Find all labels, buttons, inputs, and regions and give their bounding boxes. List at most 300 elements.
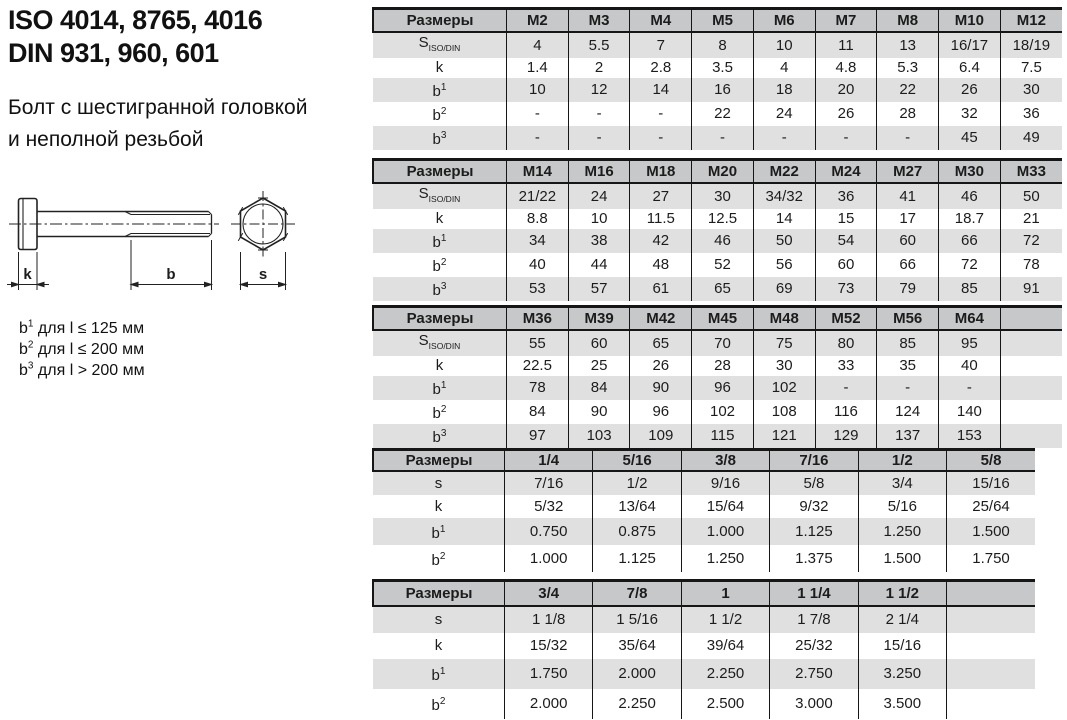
table-cell: [947, 606, 1035, 633]
table-cell: -: [630, 102, 692, 126]
table-cell: 60: [877, 229, 939, 253]
column-header: 7/16: [770, 450, 858, 472]
table-cell: 65: [630, 330, 692, 356]
table-cell: 5/16: [858, 495, 946, 518]
bolt-technical-drawing: [5, 188, 335, 300]
row-label: k: [435, 210, 444, 227]
table-cell: -: [507, 102, 569, 126]
table-cell: [947, 689, 1035, 719]
table-row: [373, 518, 1035, 545]
table-row: [373, 253, 1062, 277]
column-header: M33: [1000, 160, 1062, 184]
table-cell: 116: [815, 400, 877, 424]
table-cell: 14: [630, 78, 692, 102]
table-cell: 1.250: [858, 518, 946, 545]
table-cell: 109: [630, 424, 692, 448]
table-cell: 40: [939, 356, 1001, 376]
k-arrow-right: [37, 282, 44, 286]
row-label: $b^3$: [373, 126, 507, 150]
table-cell: 20: [815, 78, 877, 102]
subtitle-line-2: и неполной резьбой: [8, 128, 204, 151]
table-cell: 34/32: [753, 183, 815, 209]
row-label: $S_{ISO/DIN}$: [373, 330, 507, 356]
table-cell: 26: [815, 102, 877, 126]
table-header-sizes: Размеры: [373, 307, 507, 331]
column-header: 5/16: [593, 450, 681, 472]
dimension-table-metric-m36-m64: [372, 305, 1062, 448]
table-cell: 13/64: [593, 495, 681, 518]
column-header: M56: [877, 307, 939, 331]
column-header: M45: [692, 307, 754, 331]
table-cell: 2.250: [681, 659, 769, 689]
table-cell: 34: [507, 229, 569, 253]
table-cell: 1.125: [593, 545, 681, 572]
table-cell: [1000, 400, 1062, 424]
table-cell: 85: [877, 330, 939, 356]
column-header: [947, 581, 1035, 607]
note-b2: [19, 339, 145, 360]
row-label: $b^1$: [373, 518, 505, 545]
table-cell: 137: [877, 424, 939, 448]
table-cell: -: [815, 126, 877, 150]
table-cell: 1/2: [593, 471, 681, 495]
row-label: $b^3$: [373, 424, 507, 448]
table-cell: 45: [939, 126, 1001, 150]
column-header: M3: [568, 9, 630, 33]
table-cell: 2.500: [681, 689, 769, 719]
table-cell: 108: [753, 400, 815, 424]
iso-standards-line: ISO 4014, 8765, 4016: [8, 5, 263, 35]
s-arrow-right: [279, 282, 286, 286]
table-cell: -: [692, 126, 754, 150]
table-cell: 72: [1000, 229, 1062, 253]
table-cell: 97: [507, 424, 569, 448]
table-cell: 1.000: [681, 518, 769, 545]
table-cell: 10: [753, 32, 815, 58]
table-cell: [1000, 376, 1062, 400]
table-row: [373, 424, 1062, 448]
table-cell: 102: [753, 376, 815, 400]
table-row: [373, 356, 1062, 376]
table-cell: -: [877, 376, 939, 400]
table-cell: 25/64: [947, 495, 1035, 518]
table-cell: 72: [939, 253, 1001, 277]
table-cell: 1.750: [505, 659, 593, 689]
table-cell: 41: [877, 183, 939, 209]
column-header: M30: [939, 160, 1001, 184]
note-symbol: b: [19, 320, 28, 337]
table-cell: 15/32: [505, 633, 593, 659]
table-cell: 1 5/16: [593, 606, 681, 633]
note-superscript: 2: [27, 339, 34, 351]
table-cell: 1.750: [947, 545, 1035, 572]
document-subtitle: [8, 92, 307, 156]
table-cell: 102: [692, 400, 754, 424]
row-label: $b^2$: [431, 551, 446, 569]
note-superscript: 1: [27, 318, 34, 330]
table-cell: 140: [939, 400, 1001, 424]
column-header: 1 1/4: [770, 581, 858, 607]
table-cell: 115: [692, 424, 754, 448]
table-cell: 18.7: [939, 209, 1001, 229]
table-header-sizes: Размеры: [373, 9, 507, 33]
table-cell: 73: [815, 277, 877, 301]
length-notes: [19, 318, 145, 381]
table-cell: 10: [507, 78, 569, 102]
table-header-row: [373, 9, 1062, 33]
column-header: M12: [1000, 9, 1062, 33]
note-symbol: b: [19, 362, 28, 379]
note-symbol: b: [19, 341, 28, 358]
table-cell: 75: [753, 330, 815, 356]
table-cell: 129: [815, 424, 877, 448]
table-cell: 8.8: [507, 209, 569, 229]
column-header: M7: [815, 9, 877, 33]
table-cell: 2.750: [770, 659, 858, 689]
note-text: для l ≤ 125 мм: [33, 320, 145, 337]
column-header: M10: [939, 9, 1001, 33]
column-header: M52: [815, 307, 877, 331]
column-header: 1: [681, 581, 769, 607]
row-label: $b^1$: [373, 78, 507, 102]
k-arrow-left: [12, 282, 19, 286]
table-cell: 22: [877, 78, 939, 102]
table-cell: 21/22: [507, 183, 569, 209]
table-cell: 0.750: [505, 518, 593, 545]
table-cell: 66: [939, 229, 1001, 253]
table-row: [373, 330, 1062, 356]
table-cell: 15/64: [681, 495, 769, 518]
table-row: [373, 376, 1062, 400]
table-cell: 1.250: [681, 545, 769, 572]
table-cell: 5.5: [568, 32, 630, 58]
table-cell: 69: [753, 277, 815, 301]
table-cell: 96: [692, 376, 754, 400]
table-cell: 25/32: [770, 633, 858, 659]
row-label: k: [434, 498, 443, 515]
table-cell: 1 7/8: [770, 606, 858, 633]
table-cell: 84: [507, 400, 569, 424]
table-cell: 84: [568, 376, 630, 400]
table-cell: 79: [877, 277, 939, 301]
table-cell: 2: [568, 58, 630, 78]
table-cell: 12: [568, 78, 630, 102]
row-label: $b^1$: [373, 659, 505, 689]
table-cell: 3/4: [858, 471, 946, 495]
table-cell: 46: [939, 183, 1001, 209]
row-label: $b^1$: [373, 376, 507, 400]
table-row: [373, 545, 1035, 572]
table-cell: 61: [630, 277, 692, 301]
table-cell: 65: [692, 277, 754, 301]
column-header: M2: [507, 9, 569, 33]
table-cell: 2 1/4: [858, 606, 946, 633]
table-cell: 49: [1000, 126, 1062, 150]
row-label: k: [435, 59, 444, 76]
table-cell: 2.000: [505, 689, 593, 719]
table-row: [373, 209, 1062, 229]
dimension-table-metric-m2-m12: [372, 7, 1062, 150]
table-cell: 30: [1000, 78, 1062, 102]
bolt-end-view: [231, 191, 295, 257]
row-label: $b^2$: [432, 106, 447, 124]
dimension-table-metric-m14-m33: [372, 158, 1062, 301]
table-header-row: [373, 160, 1062, 184]
dim-label-b: b: [166, 266, 176, 283]
table-cell: 2.000: [593, 659, 681, 689]
table-cell: 46: [692, 229, 754, 253]
table-cell: 1 1/2: [681, 606, 769, 633]
note-b3: [19, 360, 145, 381]
table-cell: 17: [877, 209, 939, 229]
table-row: [373, 689, 1035, 719]
row-label: $S_{ISO/DIN}$: [373, 183, 507, 209]
b-arrow-left: [131, 282, 138, 286]
column-header: 1/2: [858, 450, 946, 472]
column-header: [1000, 307, 1062, 331]
table-cell: 8: [692, 32, 754, 58]
table-cell: 24: [753, 102, 815, 126]
note-b1: [19, 318, 145, 339]
dim-label-s: s: [258, 266, 268, 283]
table-row: [373, 277, 1062, 301]
dim-label-k: k: [23, 266, 32, 283]
table-cell: 28: [877, 102, 939, 126]
table-cell: 1.375: [770, 545, 858, 572]
table-cell: 5/32: [505, 495, 593, 518]
table-cell: 22.5: [507, 356, 569, 376]
table-cell: -: [815, 376, 877, 400]
table-cell: 50: [1000, 183, 1062, 209]
table-cell: 7: [630, 32, 692, 58]
table-cell: 1.500: [858, 545, 946, 572]
table-cell: 153: [939, 424, 1001, 448]
table-cell: 22: [692, 102, 754, 126]
table-cell: 18: [753, 78, 815, 102]
dimension-table-imperial-quarter-to-fiveeighths: [372, 448, 1035, 572]
column-header: M27: [877, 160, 939, 184]
table-cell: 4: [507, 32, 569, 58]
column-header: M39: [568, 307, 630, 331]
table-cell: 21: [1000, 209, 1062, 229]
table-cell: 27: [630, 183, 692, 209]
note-superscript: 3: [27, 360, 34, 372]
table-cell: 38: [568, 229, 630, 253]
table-cell: 15/16: [858, 633, 946, 659]
table-cell: 10: [568, 209, 630, 229]
table-cell: -: [630, 126, 692, 150]
table-cell: -: [939, 376, 1001, 400]
row-label: $b^2$: [431, 696, 446, 714]
table-cell: 24: [568, 183, 630, 209]
table-cell: 2.250: [593, 689, 681, 719]
table-cell: 5/8: [770, 471, 858, 495]
column-header: M8: [877, 9, 939, 33]
table-cell: 1.125: [770, 518, 858, 545]
table-cell: 28: [692, 356, 754, 376]
row-label: k: [435, 357, 444, 374]
table-cell: 1 1/8: [505, 606, 593, 633]
table-cell: 121: [753, 424, 815, 448]
table-cell: 80: [815, 330, 877, 356]
table-cell: 50: [753, 229, 815, 253]
table-row: [373, 633, 1035, 659]
table-cell: 70: [692, 330, 754, 356]
column-header: M20: [692, 160, 754, 184]
table-cell: 60: [815, 253, 877, 277]
table-cell: [1000, 356, 1062, 376]
table-cell: 5.3: [877, 58, 939, 78]
row-label: s: [373, 471, 505, 495]
column-header: 3/4: [505, 581, 593, 607]
table-cell: 3.000: [770, 689, 858, 719]
row-label: k: [434, 637, 443, 654]
table-cell: 1.000: [505, 545, 593, 572]
table-cell: 1.500: [947, 518, 1035, 545]
table-cell: 36: [1000, 102, 1062, 126]
column-header: M4: [630, 9, 692, 33]
bolt-side-view: [9, 199, 219, 250]
table-cell: 1.4: [507, 58, 569, 78]
table-header-row: [373, 450, 1035, 472]
table-cell: 35: [877, 356, 939, 376]
table-cell: -: [568, 126, 630, 150]
s-arrow-left: [241, 282, 248, 286]
column-header: M36: [507, 307, 569, 331]
table-cell: 4: [753, 58, 815, 78]
table-row: [373, 183, 1062, 209]
table-cell: 11.5: [630, 209, 692, 229]
column-header: M18: [630, 160, 692, 184]
column-header: 7/8: [593, 581, 681, 607]
row-label: $S_{ISO/DIN}$: [373, 32, 507, 58]
table-cell: 14: [753, 209, 815, 229]
table-cell: 15/16: [947, 471, 1035, 495]
table-cell: 11: [815, 32, 877, 58]
row-label: $b^2$: [432, 257, 447, 275]
table-cell: 85: [939, 277, 1001, 301]
table-cell: 48: [630, 253, 692, 277]
table-row: [373, 32, 1062, 58]
table-row: [373, 78, 1062, 102]
table-cell: 32: [939, 102, 1001, 126]
table-cell: -: [877, 126, 939, 150]
row-label: $b^2$: [432, 404, 447, 422]
table-cell: [947, 633, 1035, 659]
table-cell: 30: [692, 183, 754, 209]
table-header-row: [373, 307, 1062, 331]
column-header: 5/8: [947, 450, 1035, 472]
dimension-table-imperial-threequarters-to-oneandhalf: [372, 579, 1035, 719]
table-cell: 18/19: [1000, 32, 1062, 58]
table-cell: 57: [568, 277, 630, 301]
table-cell: 90: [568, 400, 630, 424]
table-row: [373, 102, 1062, 126]
table-cell: 25: [568, 356, 630, 376]
column-header: 1 1/2: [858, 581, 946, 607]
table-cell: 36: [815, 183, 877, 209]
table-row: [373, 229, 1062, 253]
table-cell: 3.250: [858, 659, 946, 689]
row-label: s: [373, 606, 505, 633]
table-cell: 2.8: [630, 58, 692, 78]
table-cell: 103: [568, 424, 630, 448]
table-cell: 26: [939, 78, 1001, 102]
column-header: M24: [815, 160, 877, 184]
row-label: $b^3$: [373, 277, 507, 301]
table-row: [373, 471, 1035, 495]
column-header: M48: [753, 307, 815, 331]
table-cell: 78: [1000, 253, 1062, 277]
table-cell: 35/64: [593, 633, 681, 659]
column-header: 3/8: [681, 450, 769, 472]
table-cell: 124: [877, 400, 939, 424]
table-cell: 78: [507, 376, 569, 400]
table-row: [373, 126, 1062, 150]
table-cell: 44: [568, 253, 630, 277]
table-cell: 6.4: [939, 58, 1001, 78]
table-cell: 54: [815, 229, 877, 253]
column-header: M42: [630, 307, 692, 331]
document-title: [8, 4, 262, 70]
table-cell: 55: [507, 330, 569, 356]
din-standards-line: DIN 931, 960, 601: [8, 38, 219, 68]
table-cell: 96: [630, 400, 692, 424]
table-cell: [1000, 330, 1062, 356]
table-row: [373, 659, 1035, 689]
table-cell: 7.5: [1000, 58, 1062, 78]
table-cell: 90: [630, 376, 692, 400]
table-cell: [1000, 424, 1062, 448]
table-cell: 40: [507, 253, 569, 277]
table-row: [373, 495, 1035, 518]
table-row: [373, 400, 1062, 424]
table-cell: 60: [568, 330, 630, 356]
table-cell: 66: [877, 253, 939, 277]
table-header-row: [373, 581, 1035, 607]
column-header: M14: [507, 160, 569, 184]
table-cell: 4.8: [815, 58, 877, 78]
table-cell: 56: [753, 253, 815, 277]
table-cell: -: [507, 126, 569, 150]
table-cell: 30: [753, 356, 815, 376]
table-cell: 42: [630, 229, 692, 253]
table-cell: 9/32: [770, 495, 858, 518]
table-cell: 9/16: [681, 471, 769, 495]
table-cell: 52: [692, 253, 754, 277]
table-header-sizes: Размеры: [373, 450, 505, 472]
table-cell: 16: [692, 78, 754, 102]
table-cell: 95: [939, 330, 1001, 356]
table-cell: 53: [507, 277, 569, 301]
table-cell: -: [753, 126, 815, 150]
note-text: для l > 200 мм: [33, 362, 145, 379]
column-header: M64: [939, 307, 1001, 331]
table-cell: 7/16: [505, 471, 593, 495]
row-label: $b^1$: [373, 229, 507, 253]
note-text: для l ≤ 200 мм: [33, 341, 145, 358]
table-cell: 39/64: [681, 633, 769, 659]
column-header: M6: [753, 9, 815, 33]
table-header-sizes: Размеры: [373, 160, 507, 184]
table-cell: 12.5: [692, 209, 754, 229]
table-row: [373, 58, 1062, 78]
column-header: 1/4: [505, 450, 593, 472]
table-cell: 33: [815, 356, 877, 376]
table-cell: [947, 659, 1035, 689]
table-cell: 26: [630, 356, 692, 376]
table-cell: 16/17: [939, 32, 1001, 58]
